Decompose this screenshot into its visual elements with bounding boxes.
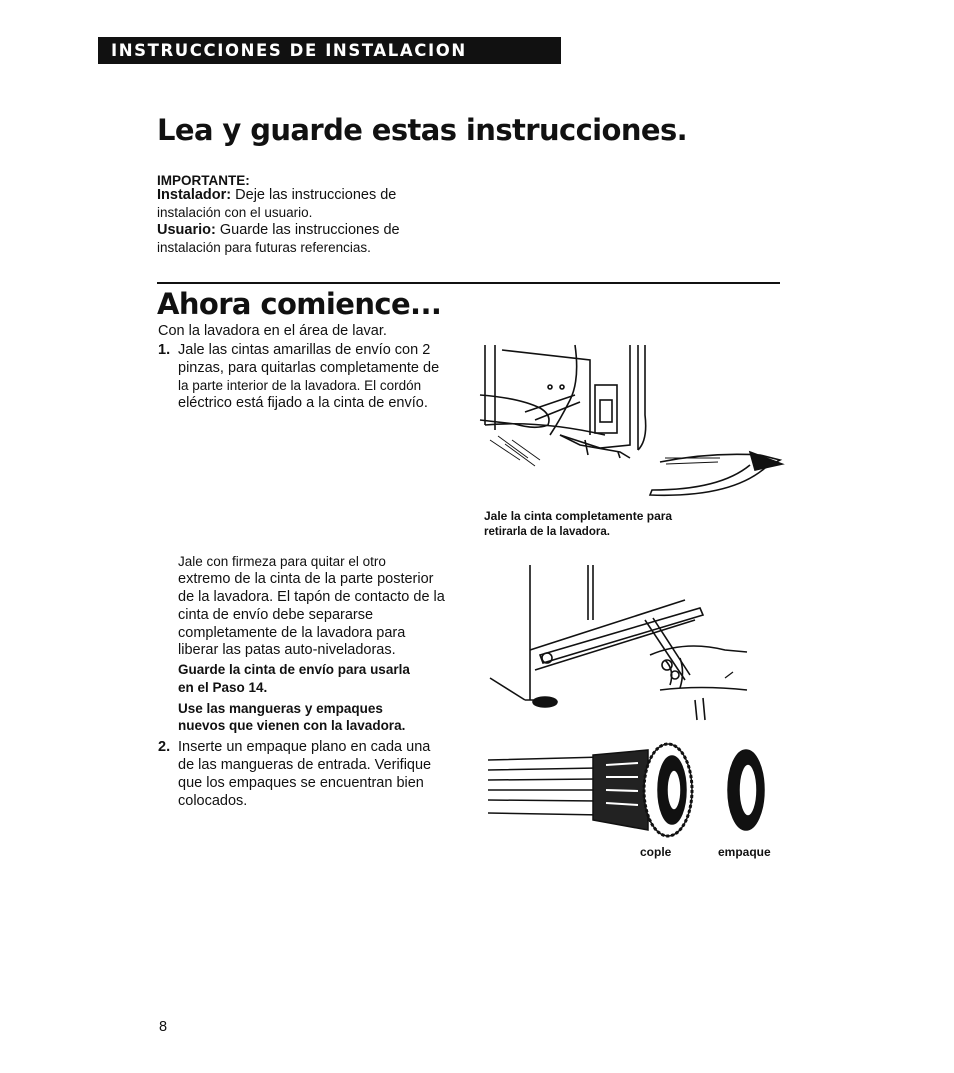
installer-text-2: instalación con el usuario. — [157, 205, 313, 220]
step2-line-3: que los empaques se encuentran bien — [178, 775, 424, 791]
intro-text: Con la lavadora en el área de lavar. — [158, 323, 387, 339]
section-divider — [157, 282, 780, 284]
installer-label: Instalador: — [157, 187, 232, 203]
page-number: 8 — [159, 1019, 168, 1035]
pull-line-1: Jale con firmeza para quitar el otro — [178, 554, 386, 569]
figure1-caption-2: retirarla de la lavadora. — [484, 526, 610, 538]
note-save-strap-1: Guarde la cinta de envío para usarla — [178, 662, 410, 677]
step1-line-3: la parte interior de la lavadora. El cordón — [178, 378, 422, 393]
user-text: Guarde las instrucciones de — [219, 222, 400, 238]
step1-line-1: Jale las cintas amarillas de envío con 2 — [178, 342, 431, 358]
step1-number: 1. — [158, 342, 171, 358]
step2-line-4: colocados. — [178, 793, 248, 809]
step1-line-4: eléctrico está fijado a la cinta de envío. — [178, 395, 428, 411]
step1-line-2: pinzas, para quitarlas completamente de — [178, 360, 440, 376]
section-title: Ahora comience... — [157, 287, 442, 321]
section-banner: INSTRUCCIONES DE INSTALACION — [98, 37, 561, 64]
important-heading: IMPORTANTE: — [157, 173, 250, 188]
step2-line-1: Inserte un empaque plano en cada una — [178, 739, 431, 755]
user-label: Usuario: — [157, 222, 216, 238]
pull-line-4: cinta de envío debe separarse — [178, 607, 374, 623]
pull-line-6: liberar las patas auto-niveladoras. — [178, 642, 396, 658]
user-line — [157, 221, 400, 239]
figure1-caption-1: Jale la cinta completamente para — [484, 509, 673, 523]
user-text-2: instalación para futuras referencias. — [157, 240, 371, 255]
step2-number: 2. — [158, 739, 171, 755]
pull-line-3: de la lavadora. El tapón de contacto de la — [178, 589, 445, 605]
coupling-label: cople — [640, 845, 672, 859]
page-title: Lea y guarde estas instrucciones. — [157, 113, 688, 147]
figure-pull-strap — [480, 340, 790, 505]
installer-line — [157, 186, 396, 204]
step2-line-2: de las mangueras de entrada. Verifique — [178, 757, 432, 773]
figure-hose-washer — [488, 735, 778, 845]
installer-text: Deje las instrucciones de — [235, 187, 397, 203]
note-new-hoses-2: nuevos que vienen con la lavadora. — [178, 718, 406, 733]
pull-line-2: extremo de la cinta de la parte posterior — [178, 571, 434, 587]
pull-line-5: completamente de la lavadora para — [178, 625, 406, 641]
figure-rear-strap — [485, 560, 765, 725]
note-new-hoses-1: Use las mangueras y empaques — [178, 701, 383, 716]
note-save-strap-2: en el Paso 14. — [178, 680, 268, 695]
washer-label: empaque — [718, 845, 771, 859]
